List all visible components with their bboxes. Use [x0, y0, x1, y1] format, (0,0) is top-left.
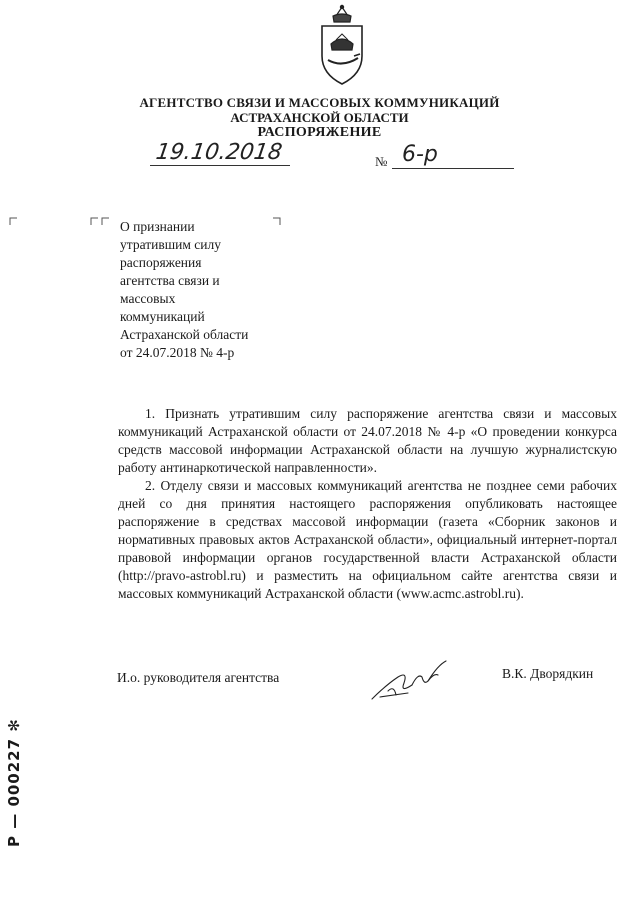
document-type: РАСПОРЯЖЕНИЕ	[257, 125, 382, 140]
subject-line: от 24.07.2018 № 4-р	[120, 345, 235, 360]
document-date: 19.10.2018	[154, 140, 284, 165]
subject-line: О признании	[120, 219, 195, 234]
signatory-name: В.К. Дворядкин	[502, 666, 594, 681]
body-paragraph-1: 1. Признать утратившим силу распоряжение агентства связи и массовых коммуникаций Астраханской области от 24.07.2018 № 4-р «О проведении конкурса средств массовой информации Астраханской области на лучшую журналистскую работу антинаркотической направленности».	[118, 406, 617, 475]
signatory-title: И.о. руководителя агентства	[117, 670, 280, 685]
corner-mark-subject-left-a	[90, 217, 98, 225]
number-sign: №	[375, 154, 388, 169]
corner-mark-subject-left-b	[101, 217, 109, 225]
registration-stamp	[2, 677, 26, 847]
subject-line: массовых	[120, 291, 176, 306]
coat-of-arms-icon	[318, 4, 366, 90]
document-number: 6-р	[402, 142, 438, 167]
subject-line: агентства связи и	[120, 273, 220, 288]
number-underline	[392, 168, 514, 169]
registration-number: Р — 000227 ✻	[5, 718, 23, 847]
subject-line: Астраханской области	[120, 327, 249, 342]
subject-line: распоряжения	[120, 255, 202, 270]
handwritten-signature-icon	[368, 655, 450, 705]
document-subject	[120, 218, 295, 362]
document-body	[118, 405, 617, 603]
subject-line: утратившим силу	[120, 237, 221, 252]
agency-name-line2: АСТРАХАНСКОЙ ОБЛАСТИ	[230, 110, 409, 125]
subject-line: коммуникаций	[120, 309, 205, 324]
agency-name-line1: АГЕНТСТВО СВЯЗИ И МАССОВЫХ КОММУНИКАЦИЙ	[139, 95, 500, 110]
body-paragraph-2: 2. Отделу связи и массовых коммуникаций агентства не позднее семи рабочих дней со дня принятия настоящего распоряжения опубликовать настоящее распоряжение в средствах массовой информации (газета «Сборник законов и нормативных правовых актов Астраханской области», официальный интернет-портал правовой информации органов государственной власти Астраханской области (http://pravo-astrobl.ru) и разместить на официальном сайте агентства связи и массовых коммуникаций Астраханской области (www.acmc.astrobl.ru).	[118, 478, 617, 601]
date-underline	[150, 165, 290, 166]
corner-mark-left	[9, 217, 17, 225]
